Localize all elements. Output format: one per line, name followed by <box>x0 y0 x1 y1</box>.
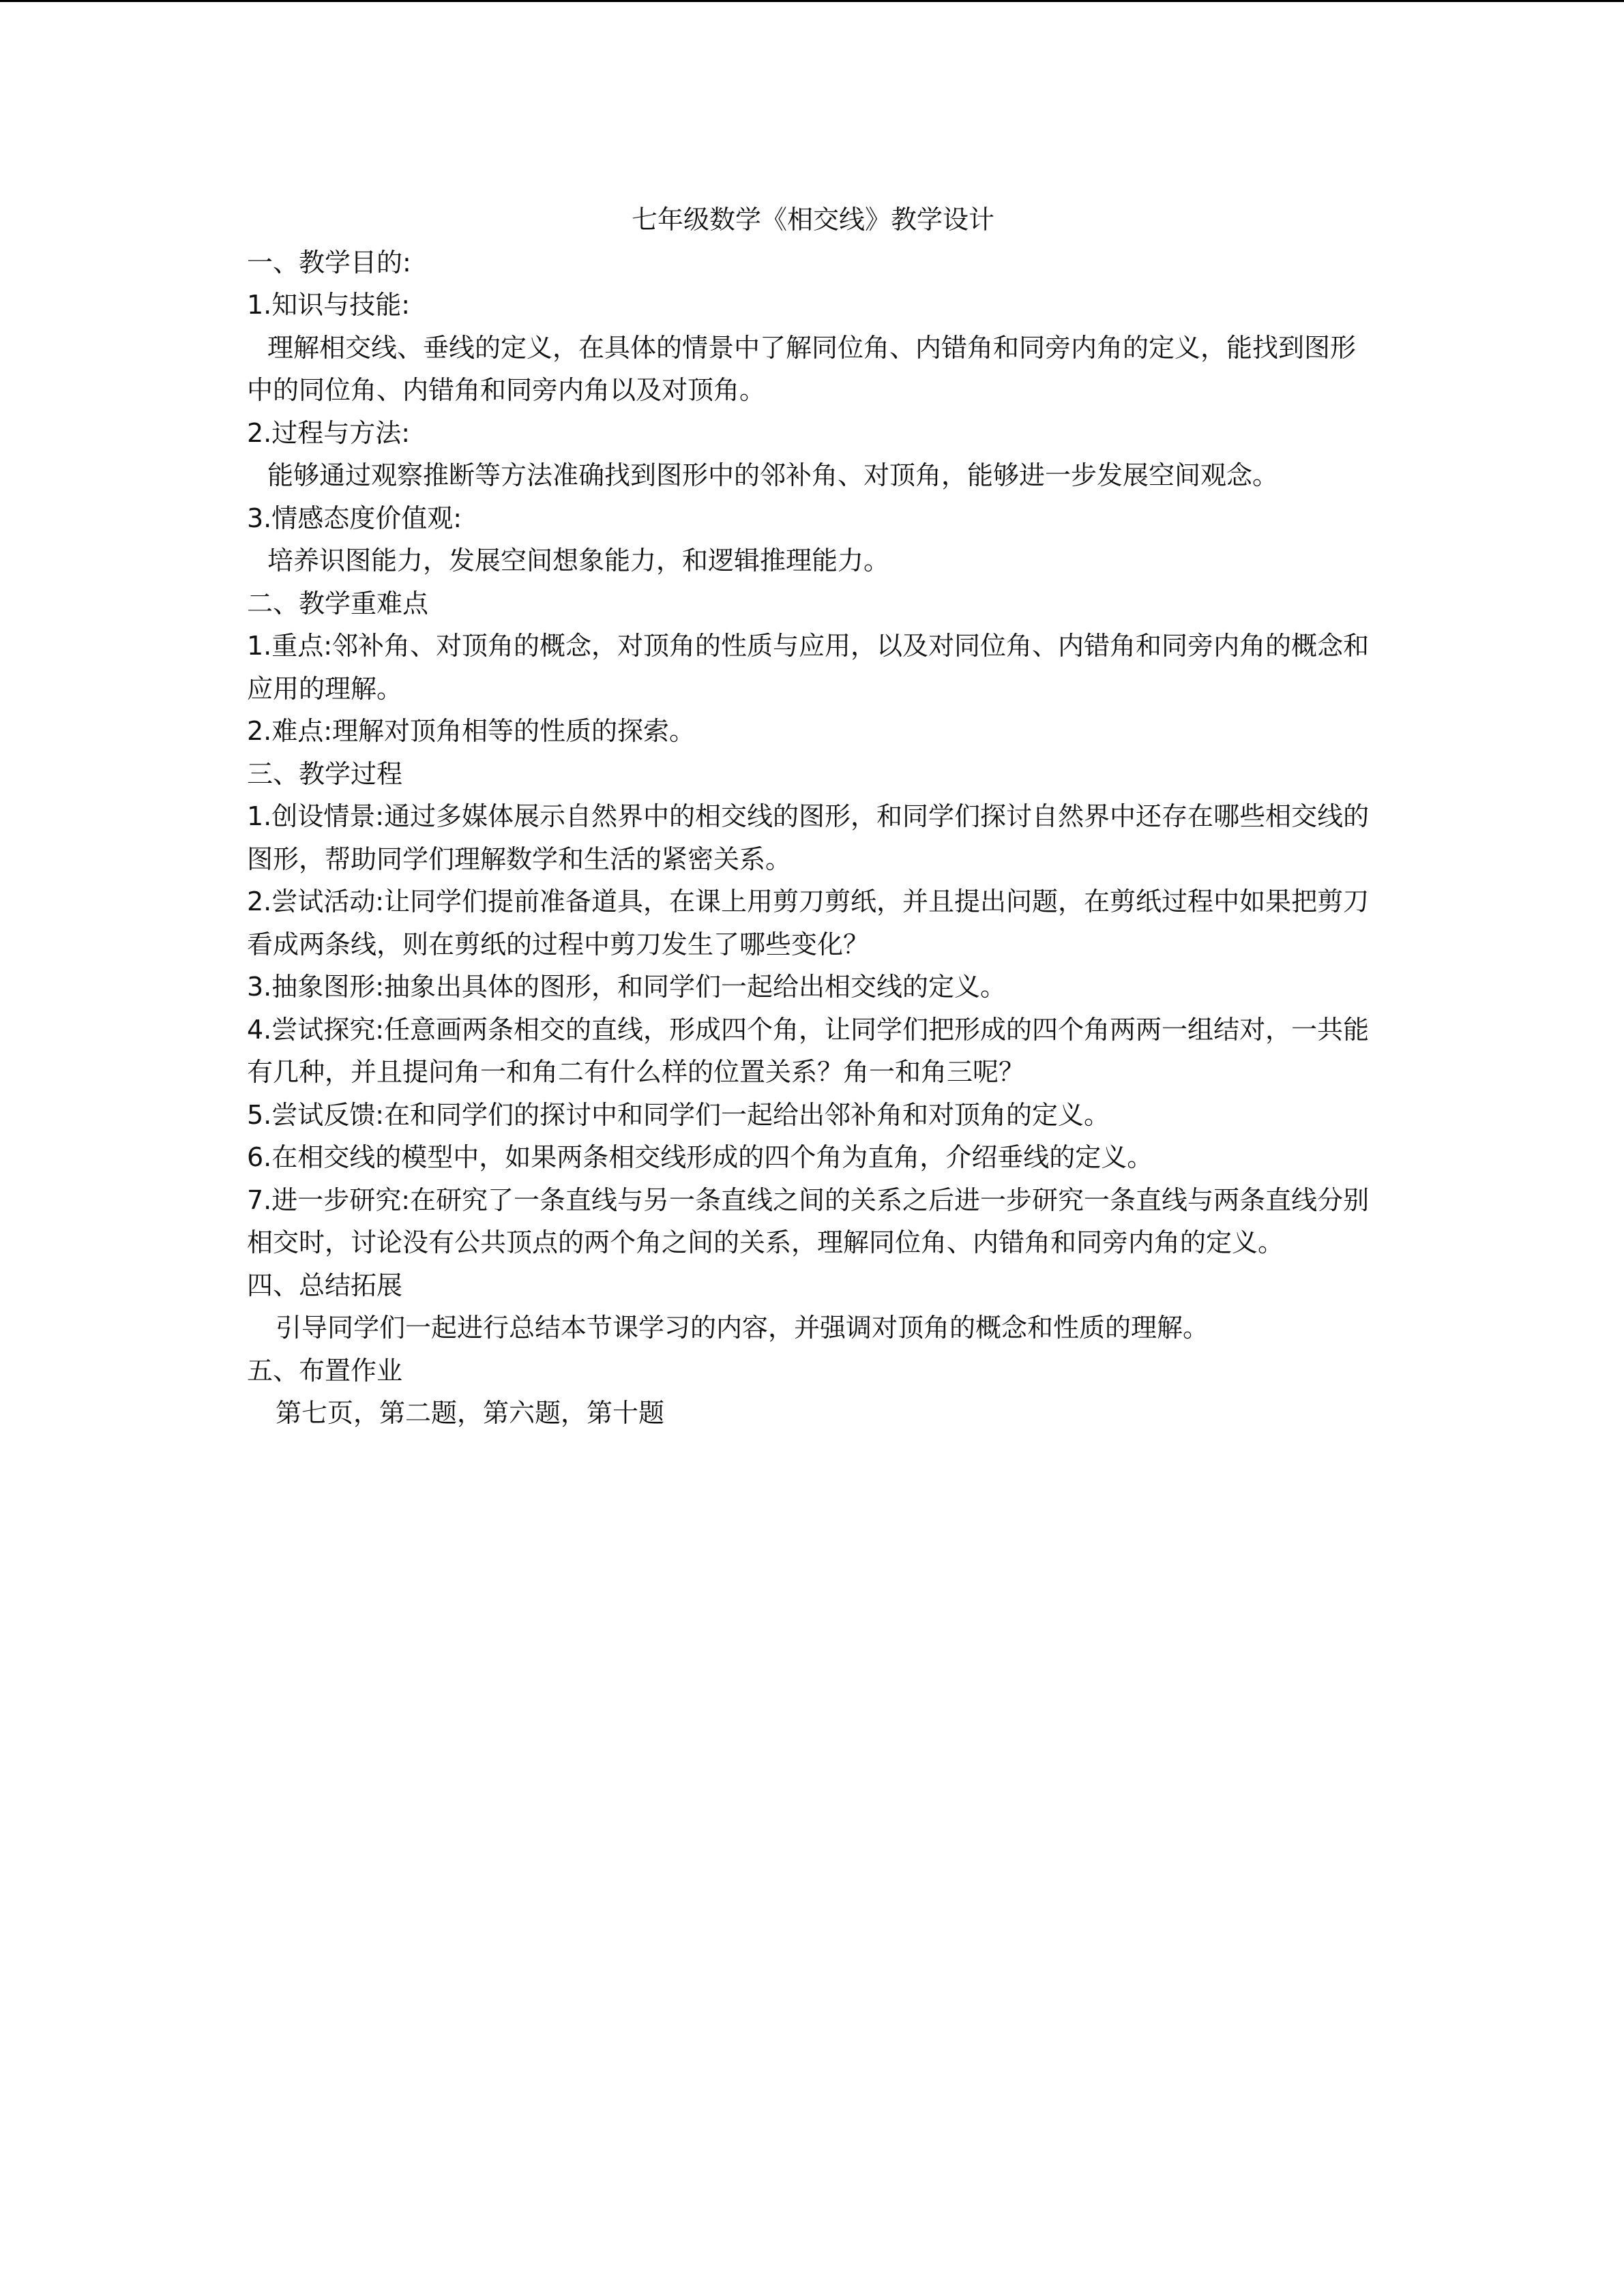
paragraph-attitude-values: 培养识图能力，发展空间想象能力，和逻辑推理能力。 <box>267 546 890 576</box>
subheading-knowledge-skills: 1.知识与技能: <box>247 290 411 320</box>
document-body <box>247 198 1372 1435</box>
paragraph-process-methods: 能够通过观察推断等方法准确找到图形中的邻补角、对顶角，能够进一步发展空间观念。 <box>267 460 1279 490</box>
paragraph-process-step-5: 5.尝试反馈:在和同学们的探讨中和同学们一起给出邻补角和对顶角的定义。 <box>247 1099 1110 1130</box>
paragraph-process-step-4: 4.尝试探究:任意画两条相交的直线，形成四个角，让同学们把形成的四个角两两一组结对，一共能有几种，并且提问角一和角二有什么样的位置关系？角一和角三呢？ <box>247 1014 1370 1087</box>
paragraph-difficult-point: 2.难点:理解对顶角相等的性质的探索。 <box>247 716 696 746</box>
subheading-attitude-values: 3.情感态度价值观: <box>247 503 462 533</box>
section-heading-key-points: 二、教学重难点 <box>247 588 429 618</box>
section-heading-process: 三、教学过程 <box>247 758 403 789</box>
section-heading-objectives: 一、教学目的: <box>247 247 411 278</box>
paragraph-process-step-2: 2.尝试活动:让同学们提前准备道具，在课上用剪刀剪纸，并且提出问题，在剪纸过程中如果把剪刀看成两条线，则在剪纸的过程中剪刀发生了哪些变化？ <box>247 886 1370 959</box>
paragraph-process-step-7: 7.进一步研究:在研究了一条直线与另一条直线之间的关系之后进一步研究一条直线与两条直线分别相交时，讨论没有公共顶点的两个角之间的关系，理解同位角、内错角和同旁内角的定义。 <box>247 1184 1370 1257</box>
subheading-process-methods: 2.过程与方法: <box>247 417 411 448</box>
document-title: 七年级数学《相交线》教学设计 <box>631 205 994 235</box>
paragraph-process-step-1: 1.创设情景:通过多媒体展示自然界中的相交线的图形，和同学们探讨自然界中还存在哪些相交线的图形，帮助同学们理解数学和生活的紧密关系。 <box>247 801 1370 874</box>
section-heading-homework: 五、布置作业 <box>247 1355 403 1386</box>
section-heading-summary: 四、总结拓展 <box>247 1270 403 1300</box>
paragraph-process-step-6: 6.在相交线的模型中，如果两条相交线形成的四个角为直角，介绍垂线的定义。 <box>247 1142 1153 1172</box>
paragraph-knowledge-skills: 理解相交线、垂线的定义，在具体的情景中了解同位角、内错角和同旁内角的定义，能找到图形中的同位角、内错角和同旁内角以及对顶角。 <box>247 332 1357 405</box>
paragraph-homework: 第七页，第二题，第六题，第十题 <box>276 1398 665 1428</box>
paragraph-key-point: 1.重点:邻补角、对顶角的概念，对顶角的性质与应用，以及对同位角、内错角和同旁内角的概念和应用的理解。 <box>247 631 1370 704</box>
paragraph-process-step-3: 3.抽象图形:抽象出具体的图形，和同学们一起给出相交线的定义。 <box>247 972 1007 1002</box>
paragraph-summary: 引导同学们一起进行总结本节课学习的内容，并强调对顶角的概念和性质的理解。 <box>276 1313 1209 1343</box>
